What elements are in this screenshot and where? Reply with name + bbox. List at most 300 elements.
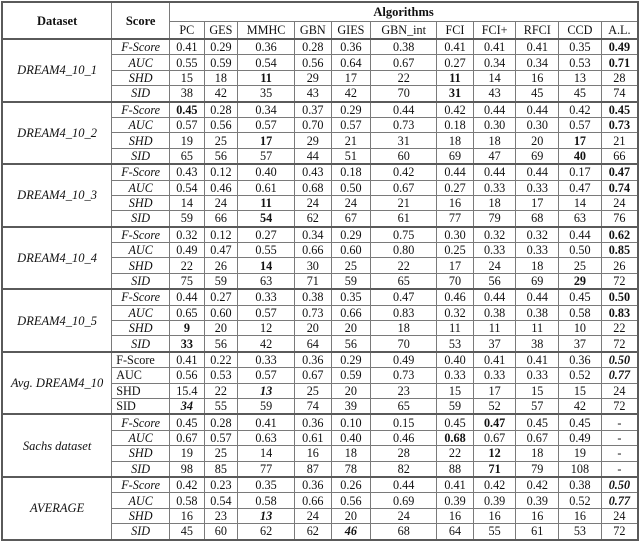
- table-cell: 0.47: [559, 180, 602, 195]
- score-label: AUC: [112, 305, 170, 320]
- table-cell: 0.67: [473, 430, 516, 445]
- column-header-mmhc: MMHC: [238, 22, 295, 40]
- table-cell: 20: [516, 133, 559, 148]
- table-cell: 11: [473, 321, 516, 336]
- table-cell: 0.37: [295, 102, 332, 118]
- table-cell: 40: [559, 148, 602, 164]
- table-cell: 15.4: [170, 383, 205, 398]
- table-cell: 0.44: [371, 102, 437, 118]
- table-cell: 42: [238, 336, 295, 352]
- table-cell: 0.73: [601, 117, 638, 132]
- table-cell: 0.45: [601, 102, 638, 118]
- table-cell: 0.44: [473, 289, 516, 305]
- table-cell: 0.23: [204, 477, 238, 493]
- table-cell: 18: [516, 258, 559, 273]
- table-cell: 0.77: [601, 493, 638, 508]
- table-cell: 0.49: [559, 430, 602, 445]
- score-label: AUC: [112, 180, 170, 195]
- dataset-name: AVERAGE: [2, 477, 112, 540]
- table-cell: 0.45: [437, 414, 474, 430]
- table-cell: 0.10: [331, 414, 371, 430]
- table-cell: 72: [601, 524, 638, 540]
- column-header-rfci: RFCI: [516, 22, 559, 40]
- table-cell: 77: [437, 211, 474, 227]
- table-cell: 70: [437, 273, 474, 289]
- table-cell: 68: [371, 524, 437, 540]
- table-cell: 19: [170, 446, 205, 461]
- table-cell: 56: [473, 273, 516, 289]
- table-cell: 0.55: [238, 243, 295, 258]
- table-cell: 0.59: [331, 368, 371, 383]
- table-cell: 0.38: [516, 305, 559, 320]
- score-label: SHD: [112, 321, 170, 336]
- table-cell: 0.42: [437, 102, 474, 118]
- table-cell: 0.44: [516, 289, 559, 305]
- table-cell: 20: [331, 321, 371, 336]
- table-cell: 0.45: [516, 414, 559, 430]
- table-cell: 0.36: [295, 477, 332, 493]
- table-cell: 52: [473, 398, 516, 414]
- table-cell: 71: [295, 273, 332, 289]
- table-cell: 18: [437, 133, 474, 148]
- table-cell: 0.41: [473, 39, 516, 55]
- table-cell: 28: [371, 446, 437, 461]
- column-header-gbn-int: GBN_int: [371, 22, 437, 40]
- table-cell: 0.27: [204, 289, 238, 305]
- table-cell: 29: [559, 273, 602, 289]
- column-header-al: A.L.: [601, 22, 638, 40]
- table-cell: 24: [601, 195, 638, 210]
- table-cell: 0.33: [473, 243, 516, 258]
- dataset-name: DREAM4_10_4: [2, 227, 112, 290]
- table-cell: 61: [516, 524, 559, 540]
- table-cell: 12: [238, 321, 295, 336]
- table-cell: 24: [204, 195, 238, 210]
- table-cell: 0.42: [516, 477, 559, 493]
- score-label: F-Score: [112, 39, 170, 55]
- table-cell: 25: [204, 446, 238, 461]
- table-cell: 69: [516, 148, 559, 164]
- table-cell: 15: [559, 383, 602, 398]
- table-cell: 0.35: [331, 289, 371, 305]
- table-cell: 14: [473, 70, 516, 85]
- score-label: SID: [112, 148, 170, 164]
- table-cell: 14: [238, 258, 295, 273]
- table-cell: 64: [437, 524, 474, 540]
- table-cell: 15: [170, 70, 205, 85]
- table-cell: 0.44: [559, 227, 602, 243]
- table-cell: 26: [601, 258, 638, 273]
- table-cell: 0.15: [371, 414, 437, 430]
- table-cell: 0.40: [238, 164, 295, 180]
- table-cell: 45: [170, 524, 205, 540]
- table-cell: 17: [437, 258, 474, 273]
- table-cell: 38: [170, 86, 205, 102]
- score-label: SID: [112, 336, 170, 352]
- table-cell: 0.44: [437, 164, 474, 180]
- table-cell: 44: [295, 148, 332, 164]
- table-cell: 0.32: [437, 305, 474, 320]
- column-header-fci-plus: FCI+: [473, 22, 516, 40]
- table-cell: 23: [371, 383, 437, 398]
- dataset-name: Avg. DREAM4_10: [2, 352, 112, 415]
- table-cell: 0.49: [371, 352, 437, 368]
- score-label: F-Score: [112, 289, 170, 305]
- table-cell: 19: [170, 133, 205, 148]
- table-cell: 42: [559, 398, 602, 414]
- table-cell: 18: [371, 321, 437, 336]
- table-cell: 0.44: [170, 289, 205, 305]
- table-cell: 0.50: [559, 243, 602, 258]
- table-cell: 0.33: [238, 352, 295, 368]
- table-cell: 64: [295, 336, 332, 352]
- table-cell: 0.66: [295, 243, 332, 258]
- dataset-name: DREAM4_10_3: [2, 164, 112, 227]
- table-cell: 0.61: [238, 180, 295, 195]
- table-cell: 0.57: [238, 305, 295, 320]
- table-cell: 0.62: [601, 227, 638, 243]
- table-cell: 29: [295, 70, 332, 85]
- table-cell: 25: [331, 258, 371, 273]
- table-cell: 16: [473, 508, 516, 523]
- score-label: SID: [112, 273, 170, 289]
- table-cell: 11: [437, 70, 474, 85]
- table-cell: 66: [601, 148, 638, 164]
- column-header-fci: FCI: [437, 22, 474, 40]
- table-cell: 0.63: [238, 430, 295, 445]
- table-cell: 65: [371, 273, 437, 289]
- table-cell: 0.52: [559, 368, 602, 383]
- table-cell: 87: [295, 461, 332, 477]
- table-cell: 0.32: [516, 227, 559, 243]
- score-label: SID: [112, 524, 170, 540]
- table-cell: 14: [559, 195, 602, 210]
- table-cell: 0.50: [331, 180, 371, 195]
- table-cell: 0.43: [295, 164, 332, 180]
- table-cell: 0.57: [204, 430, 238, 445]
- table-cell: 0.17: [559, 164, 602, 180]
- table-cell: 0.54: [170, 180, 205, 195]
- table-cell: 18: [331, 446, 371, 461]
- algorithms-header: Algorithms: [170, 2, 638, 22]
- table-cell: 57: [516, 398, 559, 414]
- table-cell: 9: [170, 321, 205, 336]
- table-cell: 59: [170, 211, 205, 227]
- table-cell: 0.61: [295, 430, 332, 445]
- score-label: F-Score: [112, 477, 170, 493]
- table-cell: 18: [473, 133, 516, 148]
- table-cell: 20: [204, 321, 238, 336]
- table-cell: 0.56: [331, 493, 371, 508]
- table-cell: 65: [170, 148, 205, 164]
- table-cell: 60: [371, 148, 437, 164]
- table-cell: 0.80: [371, 243, 437, 258]
- results-table: [1, 1, 639, 541]
- table-cell: 30: [295, 258, 332, 273]
- table-cell: 16: [437, 508, 474, 523]
- table-cell: 0.57: [238, 117, 295, 132]
- table-cell: 37: [473, 336, 516, 352]
- column-header-gies: GIES: [331, 22, 371, 40]
- table-cell: 0.69: [371, 493, 437, 508]
- table-cell: 0.42: [559, 102, 602, 118]
- table-cell: -: [601, 461, 638, 477]
- table-cell: 65: [371, 398, 437, 414]
- table-cell: 0.33: [473, 368, 516, 383]
- table-cell: 0.12: [204, 227, 238, 243]
- table-cell: 0.56: [170, 368, 205, 383]
- table-cell: 15: [516, 383, 559, 398]
- score-label: F-Score: [112, 227, 170, 243]
- table-row: [2, 39, 638, 55]
- score-label: SHD: [112, 133, 170, 148]
- table-cell: 0.50: [601, 352, 638, 368]
- table-cell: 0.50: [601, 289, 638, 305]
- table-cell: 0.73: [371, 368, 437, 383]
- table-cell: 62: [295, 524, 332, 540]
- table-cell: 18: [473, 195, 516, 210]
- table-cell: 0.45: [559, 414, 602, 430]
- table-cell: 0.83: [371, 305, 437, 320]
- table-cell: 0.33: [516, 180, 559, 195]
- table-cell: 0.50: [601, 477, 638, 493]
- table-cell: 63: [238, 273, 295, 289]
- table-cell: 0.30: [437, 227, 474, 243]
- table-cell: 20: [331, 383, 371, 398]
- table-cell: 0.28: [204, 102, 238, 118]
- table-cell: 21: [601, 133, 638, 148]
- table-cell: 25: [295, 383, 332, 398]
- table-cell: 70: [371, 86, 437, 102]
- table-cell: 21: [331, 133, 371, 148]
- table-cell: 0.22: [204, 352, 238, 368]
- table-cell: 0.33: [437, 368, 474, 383]
- table-cell: 0.47: [371, 289, 437, 305]
- table-cell: 24: [601, 383, 638, 398]
- table-cell: 16: [437, 195, 474, 210]
- table-cell: 0.29: [331, 102, 371, 118]
- table-cell: 72: [601, 398, 638, 414]
- table-cell: 24: [331, 195, 371, 210]
- score-label: AUC: [112, 368, 170, 383]
- table-cell: 17: [559, 133, 602, 148]
- table-cell: 55: [473, 524, 516, 540]
- table-cell: 0.34: [516, 55, 559, 70]
- table-cell: 0.38: [473, 305, 516, 320]
- table-cell: 0.67: [170, 430, 205, 445]
- table-cell: 0.55: [170, 55, 205, 70]
- score-label: SHD: [112, 195, 170, 210]
- table-cell: 18: [516, 446, 559, 461]
- table-cell: 0.67: [371, 55, 437, 70]
- table-cell: 0.83: [601, 305, 638, 320]
- score-label: AUC: [112, 243, 170, 258]
- score-label: SHD: [112, 383, 170, 398]
- table-cell: 14: [170, 195, 205, 210]
- table-row: [2, 102, 638, 118]
- table-cell: 0.58: [238, 493, 295, 508]
- table-cell: 0.18: [331, 164, 371, 180]
- table-cell: 62: [238, 524, 295, 540]
- table-cell: 0.32: [473, 227, 516, 243]
- table-cell: -: [601, 414, 638, 430]
- table-row: [2, 164, 638, 180]
- table-cell: 0.53: [559, 55, 602, 70]
- table-cell: 0.59: [204, 55, 238, 70]
- table-cell: 22: [371, 70, 437, 85]
- score-label: F-Score: [112, 352, 170, 368]
- table-cell: 0.56: [295, 55, 332, 70]
- table-row: [2, 227, 638, 243]
- table-cell: 0.33: [516, 243, 559, 258]
- table-cell: 11: [437, 321, 474, 336]
- table-cell: 0.27: [437, 55, 474, 70]
- table-cell: 35: [238, 86, 295, 102]
- table-cell: 59: [204, 273, 238, 289]
- table-cell: 13: [238, 383, 295, 398]
- table-cell: 0.68: [295, 180, 332, 195]
- table-cell: 53: [437, 336, 474, 352]
- table-cell: 59: [238, 398, 295, 414]
- table-cell: 0.38: [559, 477, 602, 493]
- table-cell: 82: [371, 461, 437, 477]
- table-cell: 16: [516, 70, 559, 85]
- table-cell: 108: [559, 461, 602, 477]
- table-cell: 0.52: [559, 493, 602, 508]
- table-cell: 53: [559, 524, 602, 540]
- score-label: SHD: [112, 508, 170, 523]
- table-cell: 0.85: [601, 243, 638, 258]
- table-cell: 0.36: [559, 352, 602, 368]
- table-cell: 46: [331, 524, 371, 540]
- table-cell: 57: [238, 148, 295, 164]
- table-cell: 0.41: [437, 477, 474, 493]
- score-label: SHD: [112, 446, 170, 461]
- table-cell: 38: [516, 336, 559, 352]
- table-cell: 0.42: [371, 164, 437, 180]
- table-cell: 34: [170, 398, 205, 414]
- table-cell: 0.44: [473, 164, 516, 180]
- table-cell: 17: [331, 70, 371, 85]
- table-cell: 0.27: [437, 180, 474, 195]
- score-label: F-Score: [112, 102, 170, 118]
- score-label: SID: [112, 86, 170, 102]
- table-cell: 0.33: [516, 368, 559, 383]
- table-row: [2, 289, 638, 305]
- table-cell: 72: [601, 336, 638, 352]
- table-cell: 98: [170, 461, 205, 477]
- table-cell: 78: [331, 461, 371, 477]
- table-cell: 0.39: [437, 493, 474, 508]
- table-cell: 88: [437, 461, 474, 477]
- table-row: [2, 414, 638, 430]
- table-cell: 20: [295, 321, 332, 336]
- table-cell: 0.40: [331, 430, 371, 445]
- table-cell: 22: [601, 321, 638, 336]
- table-cell: 16: [516, 508, 559, 523]
- table-cell: 0.47: [473, 414, 516, 430]
- table-cell: 20: [331, 508, 371, 523]
- table-cell: 0.67: [516, 430, 559, 445]
- table-cell: 0.29: [331, 227, 371, 243]
- table-cell: 28: [601, 70, 638, 85]
- table-cell: 0.60: [204, 305, 238, 320]
- table-cell: 10: [559, 321, 602, 336]
- table-cell: 85: [204, 461, 238, 477]
- table-cell: 0.64: [331, 55, 371, 70]
- dataset-name: Sachs dataset: [2, 414, 112, 477]
- table-cell: 0.66: [295, 493, 332, 508]
- column-header-ges: GES: [204, 22, 238, 40]
- table-cell: 0.41: [170, 352, 205, 368]
- table-cell: 0.58: [559, 305, 602, 320]
- score-label: AUC: [112, 117, 170, 132]
- table-cell: 0.35: [559, 39, 602, 55]
- table-cell: 0.41: [238, 414, 295, 430]
- table-cell: 0.18: [437, 117, 474, 132]
- table-cell: 29: [295, 133, 332, 148]
- table-cell: 25: [559, 258, 602, 273]
- table-cell: 0.58: [170, 493, 205, 508]
- table-cell: 79: [473, 211, 516, 227]
- table-cell: 66: [204, 211, 238, 227]
- table-cell: 62: [295, 211, 332, 227]
- score-label: AUC: [112, 55, 170, 70]
- score-label: F-Score: [112, 164, 170, 180]
- table-cell: 0.29: [331, 352, 371, 368]
- table-cell: 0.67: [295, 368, 332, 383]
- table-cell: 18: [204, 70, 238, 85]
- table-cell: 0.57: [559, 117, 602, 132]
- table-cell: 61: [371, 211, 437, 227]
- dataset-name: DREAM4_10_2: [2, 102, 112, 165]
- table-cell: 0.47: [601, 164, 638, 180]
- table-cell: 22: [437, 446, 474, 461]
- table-cell: 0.36: [238, 39, 295, 55]
- table-cell: 56: [204, 336, 238, 352]
- score-label: SID: [112, 398, 170, 414]
- table-cell: 17: [473, 383, 516, 398]
- score-header: Score: [112, 2, 170, 39]
- table-cell: 11: [238, 195, 295, 210]
- table-cell: 0.45: [170, 414, 205, 430]
- table-cell: 74: [295, 398, 332, 414]
- table-cell: 0.57: [331, 117, 371, 132]
- table-cell: 42: [204, 86, 238, 102]
- table-cell: 45: [516, 86, 559, 102]
- table-cell: 71: [473, 461, 516, 477]
- table-cell: 0.34: [473, 55, 516, 70]
- table-cell: 16: [295, 446, 332, 461]
- table-cell: 0.41: [516, 39, 559, 55]
- table-cell: 0.29: [204, 39, 238, 55]
- table-cell: 0.53: [204, 368, 238, 383]
- column-header-ccd: CCD: [559, 22, 602, 40]
- table-cell: 0.74: [601, 180, 638, 195]
- table-cell: 0.28: [204, 414, 238, 430]
- table-cell: 0.32: [170, 227, 205, 243]
- table-cell: 54: [238, 211, 295, 227]
- table-cell: 69: [437, 148, 474, 164]
- table-cell: 0.39: [473, 493, 516, 508]
- table-cell: 47: [473, 148, 516, 164]
- table-cell: 0.42: [170, 477, 205, 493]
- table-cell: 23: [204, 508, 238, 523]
- table-cell: 12: [473, 446, 516, 461]
- table-cell: 15: [437, 383, 474, 398]
- table-cell: 74: [601, 86, 638, 102]
- table-cell: 11: [238, 70, 295, 85]
